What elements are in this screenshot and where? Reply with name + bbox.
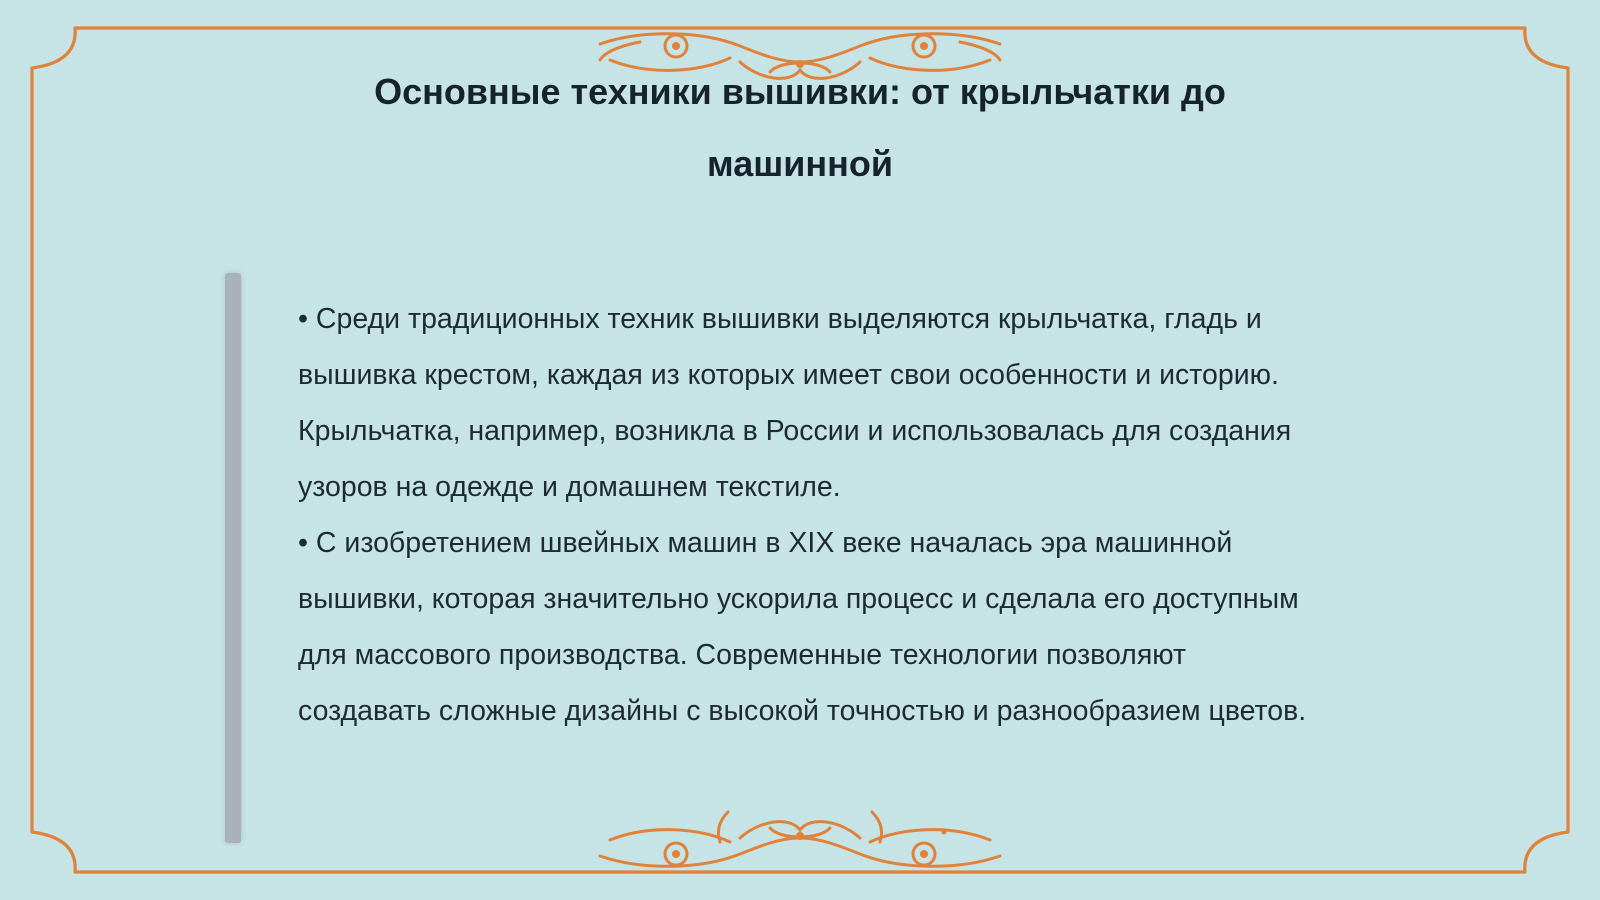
bullet-paragraph: • С изобретением швейных машин в XIX веке началась эра машинной вышивки, которая значительно ускорила процесс и сделала его доступным для массового производства. Современные технологии позволяют создавать сложные дизайны с высокой точностью и разнообразием цветов. [298, 527, 1307, 727]
bullet-paragraph: • Среди традиционных техник вышивки выделяются крыльчатка, гладь и вышивка крестом, каждая из которых имеет свои особенности и историю. Крыльчатка, например, возникла в России и использовалась для создания узоров на одежде и домашнем текстиле. [298, 303, 1292, 503]
slide-title: Основные техники вышивки: от крыльчатки до машинной [374, 71, 1226, 184]
slide-body [298, 291, 1308, 739]
accent-bar [225, 273, 241, 843]
